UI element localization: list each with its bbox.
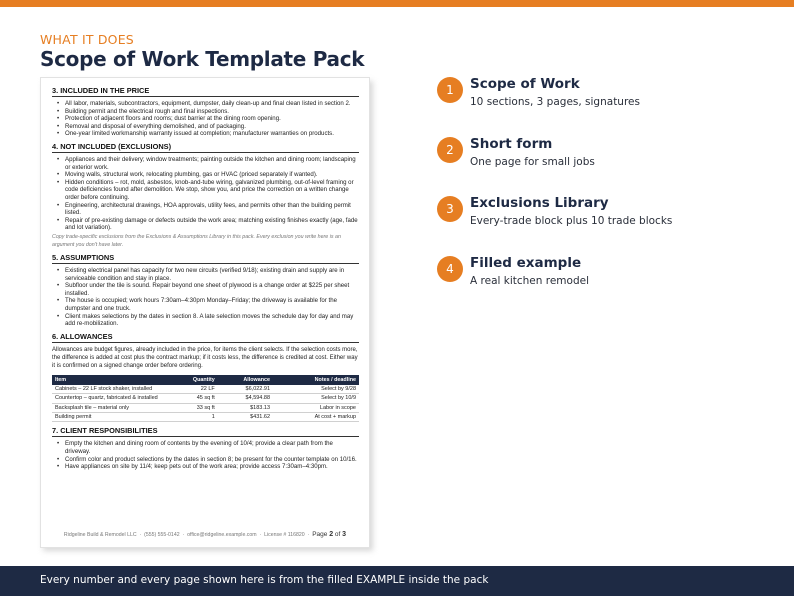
list-item: • Moving walls, structural work, relocating plumbing, gas or HVAC (priced separately if wanted). [65,171,359,179]
document-preview [40,77,370,548]
section-heading-assumptions: 5. ASSUMPTIONS [52,253,359,264]
feature-title: Filled example [470,255,582,271]
cell-allowance: $6,022.91 [218,385,273,394]
list-item: • Have appliances on site by 11/4; keep pets out of the work area; provide access 7:30am–4:30pm. [65,463,359,471]
cell-notes: At cost + markup [273,412,359,421]
feature-title: Exclusions Library [470,195,609,211]
cell-item: Building permit [52,412,172,421]
footer-page-number [312,531,346,538]
allowances-paragraph: Allowances are budget figures, already included in the price, for items the client selects. If the selection costs more, the difference is added at cost plus the contract markup; if it costs less, the difference is credited at cost. Either way it is confirmed on a signed change order before ordering. [52,346,358,369]
list-item: • Protection of adjacent floors and rooms; dust barrier at the dining room opening. [65,115,359,123]
section-heading-included: 3. INCLUDED IN THE PRICE [52,86,359,97]
feature-scope-of-work [437,77,777,117]
page-total: 3 [342,531,347,538]
client-responsibilities-list [52,440,359,470]
list-item: • Appliances and their delivery; window treatments; painting outside the kitchen and dining room; landscaping or exterior work. [65,156,359,171]
table-header-row [52,375,359,385]
cell-allowance: $183.13 [218,403,273,412]
footer-license: License # 116820 [264,532,305,538]
bottom-banner-text: Every number and every page shown here is from the filled EXAMPLE inside the pack [40,574,489,586]
list-item: • Building permit and the electrical rough and final inspections. [65,108,359,116]
section-heading-client-responsibilities: 7. CLIENT RESPONSIBILITIES [52,426,359,437]
list-item: • Empty the kitchen and dining room of contents by the evening of 10/4; provide a clear path from the driveway. [65,440,359,455]
list-item: • One-year limited workmanship warranty issued at completion; manufacturer warranties on products. [65,130,359,138]
cell-notes: Labor in scope [273,403,359,412]
top-accent-bar [0,0,794,7]
list-item: • Removal and disposal of everything demolished, and of packaging. [65,123,359,131]
number-badge: 1 [437,77,463,103]
cell-quantity: 1 [172,412,218,421]
feature-filled-example [437,256,777,296]
bottom-banner [0,566,794,596]
list-item: • Hidden conditions – rot, mold, asbestos, knob-and-tube wiring, galvanized plumbing, out-of-level framing or code deficiencies found after demolition. We stop, show you, and price the correction on a written change order before continuing. [65,179,359,202]
section-heading-exclusions: 4. NOT INCLUDED (EXCLUSIONS) [52,142,359,153]
cell-item: Backsplash tile – material only [52,403,172,412]
feature-description: Every-trade block plus 10 trade blocks [470,215,673,227]
assumptions-list [52,267,359,328]
table-row [52,412,359,421]
cell-allowance: $431.62 [218,412,273,421]
column-header-notes: Notes / deadline [273,375,359,385]
list-item: • Confirm color and product selections by the dates in section 8; be present for the counter template on 10/16. [65,456,359,464]
cell-item: Cabinets – 22 LF stock shaker, installed [52,385,172,394]
cell-quantity: 33 sq ft [172,403,218,412]
column-header-item: Item [52,375,172,385]
feature-title: Short form [470,136,553,152]
footer-separator: · [182,532,185,538]
section-heading-allowances: 6. ALLOWANCES [52,332,359,343]
table-row [52,394,359,403]
list-item: • All labor, materials, subcontractors, equipment, dumpster, daily clean-up and final clean listed in section 2. [65,100,359,108]
table-row [52,385,359,394]
included-list [52,100,359,138]
eyebrow-label: WHAT IT DOES [40,32,134,47]
page-current: 2 [329,531,334,538]
cell-quantity: 45 sq ft [172,394,218,403]
exclusions-list [52,156,359,232]
feature-title: Scope of Work [470,76,580,92]
list-item: • Existing electrical panel has capacity for two new circuits (verified 9/18); existing drain and supply are in serviceable condition and stay in place. [65,267,359,282]
number-badge: 4 [437,256,463,282]
footer-company: Ridgeline Build & Remodel LLC [63,532,137,538]
document-footer [41,531,369,538]
page-of: of [334,531,341,538]
number-badge: 3 [437,196,463,222]
footer-phone: (555) 555-0142 [144,532,180,538]
cell-quantity: 22 LF [172,385,218,394]
feature-description: 10 sections, 3 pages, signatures [470,96,640,108]
cell-allowance: $4,594.88 [218,394,273,403]
cell-notes: Select by 9/28 [273,385,359,394]
footer-separator: · [259,532,262,538]
feature-exclusions-library [437,196,777,236]
footer-separator: · [139,532,142,538]
list-item: • Subfloor under the tile is sound. Repair beyond one sheet of plywood is a change order at $225 per sheet installed. [65,282,359,297]
list-item: • The house is occupied; work hours 7:30am–4:30pm Monday–Friday; the driveway is available for the dumpster and one truck. [65,297,359,312]
table-row [52,403,359,412]
list-item: • Client makes selections by the dates in section 8. A late selection moves the schedule day for day and may add re-mobilization. [65,313,359,328]
feature-description: One page for small jobs [470,156,595,168]
allowances-table [52,375,359,423]
cell-item: Countertop – quartz, fabricated & installed [52,394,172,403]
list-item: • Engineering, architectural drawings, HOA approvals, utility fees, and permits other than the building permit listed. [65,202,359,217]
number-badge: 2 [437,137,463,163]
footer-email: office@ridgeline.example.com [187,532,257,538]
feature-description: A real kitchen remodel [470,275,589,287]
list-item: • Repair of pre-existing damage or defects outside the work area; matching existing finishes exactly (age, fade and lot variation). [65,217,359,232]
exclusions-note: Copy trade-specific exclusions from the Exclusions & Assumptions Library in this pack. Every exclusion you write here is an argument you don't have later. [52,233,341,248]
footer-separator: · [307,532,310,538]
page-label: Page [312,531,328,538]
column-header-quantity: Quantity [172,375,218,385]
feature-short-form [437,137,777,177]
cell-notes: Select by 10/9 [273,394,359,403]
column-header-allowance: Allowance [218,375,273,385]
page-title: Scope of Work Template Pack [40,47,365,71]
